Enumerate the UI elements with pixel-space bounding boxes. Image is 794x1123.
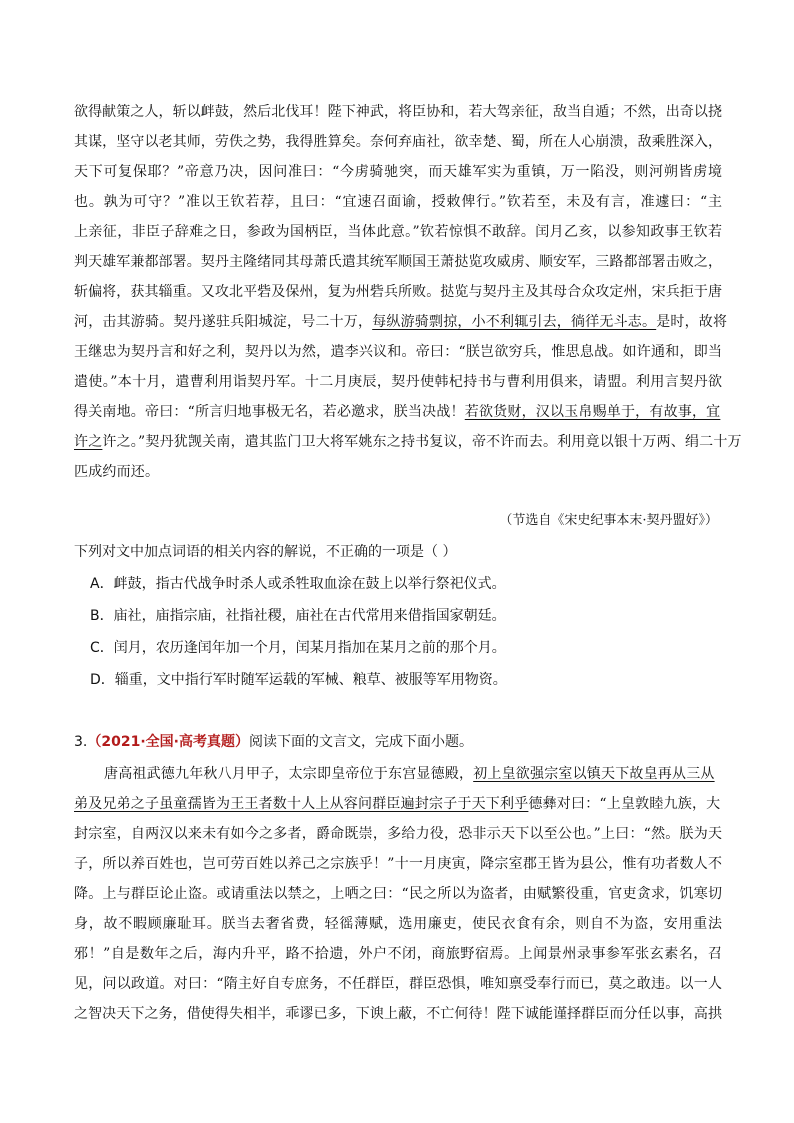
passage-line: 之智决天下之务，借使得失相半，乖谬已多，下谀上蔽，不亡何待！陛下诚能谨择群臣而分任以事，高拱 [74,1006,722,1022]
underlined-sentence: 许之 [74,434,103,450]
question-stem: 下列对文中加点词语的相关内容的解说，不正确的一项是（ ） [74,544,457,560]
passage-line: 王继忠为契丹言和好之利，契丹以为然，遣李兴议和。帝曰：“朕岂欲穷兵，惟思息战。如许通和，即当 [74,344,722,360]
passage-line: 降。上与群臣论止盗。或请重法以禁之，上哂之曰：“民之所以为盗者，由赋繁役重，官吏贪求，饥寒切 [74,886,722,902]
passage-line: 见，问以政道。对曰：“隋主好自专庶务，不任群臣，群臣恐惧，唯知禀受奉行而已，莫之敢违。以一人 [74,976,722,992]
passage-line-underlined [74,311,728,331]
passage-line: 其谋，坚守以老其师，劳佚之势，我得胜算矣。奈何弃庙社，欲幸楚、蜀，所在人心崩溃，敌乘胜深入， [74,134,722,150]
passage-line: 斩偏将，获其辎重。又攻北平砦及保州，复为州砦兵所败。挞览与契丹主及其母合众攻定州，宋兵拒于唐 [74,284,722,300]
passage-line: 身，故不暇顾廉耻耳。朕当去奢省费，轻徭薄赋，选用廉吏，使民衣食有余，则自不为盗，安用重法 [74,916,722,932]
passage-line: 邪！”自是数年之后，海内升平，路不拾遗，外户不闭，商旅野宿焉。上闻景州录事参军张玄素名，召 [74,946,722,962]
passage-line-underlined [74,793,722,813]
passage-text: 是时，故将 [656,314,728,330]
question-number: 3. [74,734,88,750]
passage-line: 子，所以养百姓也，岂可劳百姓以养己之宗族乎！”十一月庚寅，降宗室郡王皆为县公，惟有功者数人不 [74,856,722,872]
question-3-header [74,731,473,751]
passage-line: 上亲征，非臣子辞难之日，参政为国柄臣，当体此意。”钦若惊惧不敢辞。闰月乙亥，以参知政事王钦若 [74,224,722,240]
underlined-sentence: 初上皇欲强宗室以镇天下故皇再从三从 [473,766,715,782]
passage-line: 判天雄军兼都部署。契丹主隆绪同其母萧氏遣其统军顺国王萧挞览攻威虏、顺安军，三路都部署击败之， [74,254,722,270]
passage-text: 唐高祖武德九年秋八月甲子，太宗即皇帝位于东宫显德殿， [104,766,474,782]
passage-line-underlined [74,401,722,421]
passage-line: 天下可复保耶？”帝意乃决，因问准曰：“今虏骑驰突，而天雄军实为重镇，万一陷没，则河朔皆虏境 [74,164,722,180]
option-b: B．庙社，庙指宗庙，社指社稷，庙社在古代常用来借指国家朝廷。 [90,608,506,624]
passage-line: 也。孰为可守？”准以王钦若荐，且曰：“宜速召面谕，授敕俾行。”钦若至，未及有言，准遽曰：“主 [74,194,722,210]
passage-text: 德彝对曰：“上皇敦睦九族，大 [528,796,721,812]
passage-text: 得关南地。帝曰：“所言归地事极无名，若必邀求，朕当决战！ [74,404,465,420]
passage-line: 匹成约而还。 [74,464,160,480]
option-d: D．辎重，文中指行军时随军运载的军械、粮草、被服等军用物资。 [90,672,507,688]
exam-source-tag: （2021·全国·高考真题） [87,734,249,750]
passage-line-underlined [104,763,722,783]
underlined-sentence: 若欲货财，汉以玉帛赐单于，有故事，宜 [464,404,721,420]
passage-line: 遣使。”本十月，遣曹利用诣契丹军。十二月庚辰，契丹使韩杞持书与曹利用俱来，请盟。利用言契丹欲 [74,374,722,390]
passage-line [74,431,742,451]
option-a: A．衅鼓，指古代战争时杀人或杀牲取血涂在鼓上以举行祭祀仪式。 [90,576,506,592]
passage-text: 许之。”契丹犹觊关南，遣其监门卫大将军姚东之持书复议，帝不许而去。利用竟以银十万两、绢二十万 [102,434,742,450]
underlined-sentence: 弟及兄弟之子虽童孺皆为王王者数十人上从容问群臣遍封宗子于天下利乎 [74,796,529,812]
underlined-sentence: 每纵游骑剽掠，小不利辄引去，徜徉无斗志。 [372,314,657,330]
option-c: C．闰月，农历逢闰年加一个月，闰某月指加在某月之前的那个月。 [90,640,506,656]
passage-line: 封宗室，自两汉以来未有如今之多者，爵命既崇，多给力役，恐非示天下以至公也。”上曰：“然。朕为天 [74,826,722,842]
question-instruction: 阅读下面的文言文，完成下面小题。 [248,734,473,750]
passage-text: 河，击其游骑。契丹遂驻兵阳城淀，号二十万， [74,314,373,330]
passage-line: 欲得献策之人，斩以衅鼓，然后北伐耳！陛下神武，将臣协和，若大驾亲征，敌当自遁；不然，出奇以挠 [74,104,722,120]
passage-source: （节选自《宋史纪事本末·契丹盟好》） [499,513,718,528]
